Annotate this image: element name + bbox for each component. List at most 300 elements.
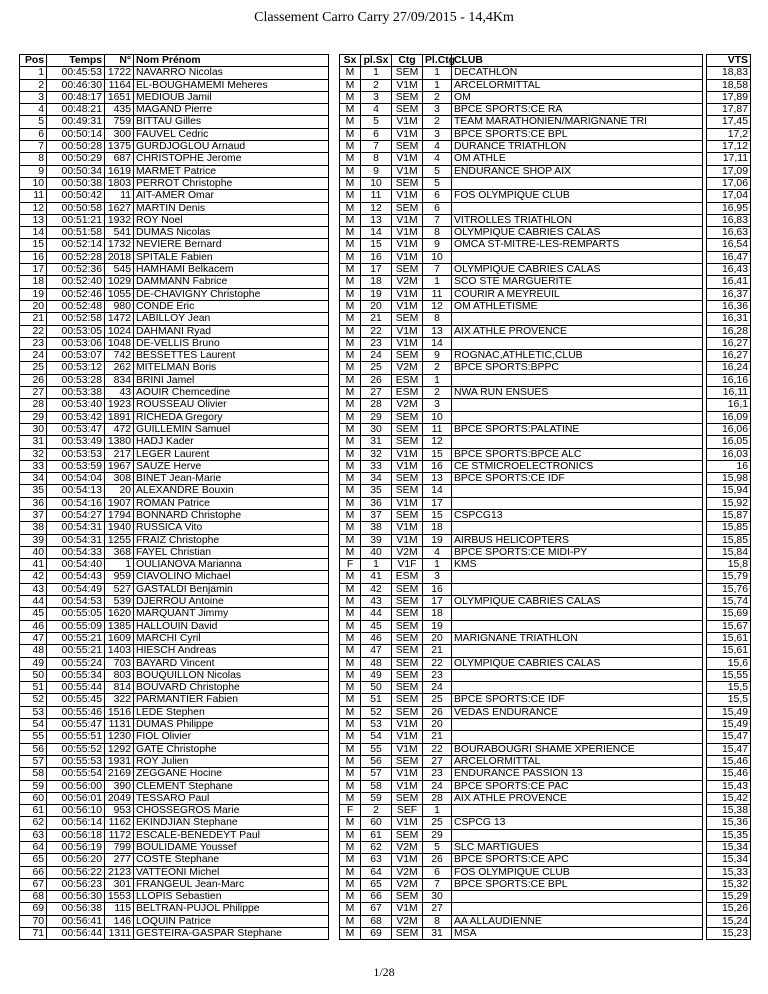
cell-club: CE STMICROELECTRONICS [452, 460, 703, 472]
table-row [20, 632, 329, 644]
cell-vts: 15,55 [707, 669, 751, 681]
cell-ctg: SEM [392, 350, 423, 362]
table-row [20, 325, 329, 337]
page-number: 1/28 [373, 965, 395, 979]
cell-plsx: 8 [361, 153, 392, 165]
cell-club: FOS OLYMPIQUE CLUB [452, 190, 703, 202]
cell-plsx: 55 [361, 743, 392, 755]
table-row [340, 731, 703, 743]
cell-nom: LOQUIN Patrice [134, 915, 329, 927]
table-row [20, 866, 329, 878]
cell-ctg: V1M [392, 128, 423, 140]
table-row [340, 300, 703, 312]
table-row [707, 177, 751, 189]
table-row [20, 436, 329, 448]
cell-vts: 15,87 [707, 509, 751, 521]
table-row [20, 350, 329, 362]
cell-plsx: 53 [361, 719, 392, 731]
cell-temps: 00:55:21 [47, 632, 105, 644]
table-row [707, 719, 751, 731]
cell-sx: M [340, 214, 361, 226]
cell-plsx: 24 [361, 350, 392, 362]
table-row [707, 214, 751, 226]
table-row [340, 854, 703, 866]
cell-sx: M [340, 878, 361, 890]
table-row [707, 682, 751, 694]
cell-sx: M [340, 743, 361, 755]
cell-vts: 16,03 [707, 448, 751, 460]
table-row [20, 79, 329, 91]
cell-nom: AIT-AMER Omar [134, 190, 329, 202]
cell-pos: 50 [20, 669, 47, 681]
cell-plctg: 3 [423, 571, 452, 583]
cell-nom: ESCALE-BENEDEYT Paul [134, 829, 329, 841]
cell-sx: M [340, 842, 361, 854]
cell-num: 1230 [105, 731, 134, 743]
cell-plsx: 21 [361, 313, 392, 325]
cell-vts: 15,42 [707, 792, 751, 804]
cell-sx: M [340, 399, 361, 411]
cell-plsx: 47 [361, 645, 392, 657]
cell-club: ARCELORMITTAL [452, 79, 703, 91]
cell-num: 953 [105, 805, 134, 817]
cell-ctg: SEM [392, 313, 423, 325]
cell-plsx: 20 [361, 300, 392, 312]
cell-plctg: 24 [423, 682, 452, 694]
cell-temps: 00:56:14 [47, 817, 105, 829]
table-row [20, 928, 329, 940]
cell-nom: MARQUANT Jimmy [134, 608, 329, 620]
cell-ctg: V1M [392, 239, 423, 251]
cell-sx: M [340, 251, 361, 263]
cell-pos: 8 [20, 153, 47, 165]
table-row [20, 546, 329, 558]
table-row [340, 436, 703, 448]
table-row [340, 805, 703, 817]
cell-num: 115 [105, 903, 134, 915]
cell-num: 1627 [105, 202, 134, 214]
cell-temps: 00:50:14 [47, 128, 105, 140]
cell-pos: 37 [20, 509, 47, 521]
table-row [340, 706, 703, 718]
table-row [707, 915, 751, 927]
table-row [707, 350, 751, 362]
cell-sx: M [340, 780, 361, 792]
cell-plctg: 27 [423, 903, 452, 915]
cell-vts: 15,84 [707, 546, 751, 558]
cell-temps: 00:49:31 [47, 116, 105, 128]
table-row [707, 768, 751, 780]
cell-vts: 15,24 [707, 915, 751, 927]
cell-num: 1375 [105, 141, 134, 153]
cell-plctg: 4 [423, 153, 452, 165]
table-row [340, 559, 703, 571]
cell-nom: VATTEONI Michel [134, 866, 329, 878]
cell-plctg: 21 [423, 645, 452, 657]
cell-plsx: 32 [361, 448, 392, 460]
cell-pos: 53 [20, 706, 47, 718]
cell-ctg: SEM [392, 620, 423, 632]
cell-vts: 17,89 [707, 91, 751, 103]
table-row [707, 411, 751, 423]
cell-nom: BELTRAN-PUJOL Philippe [134, 903, 329, 915]
cell-ctg: V1M [392, 497, 423, 509]
results-table-speed [706, 54, 751, 940]
cell-plsx: 3 [361, 91, 392, 103]
cell-temps: 00:53:05 [47, 325, 105, 337]
cell-club: MSA [452, 928, 703, 940]
cell-num: 1931 [105, 755, 134, 767]
cell-club: BPCE SPORTS:PALATINE [452, 423, 703, 435]
cell-sx: M [340, 337, 361, 349]
table-row [340, 719, 703, 731]
cell-ctg: V1M [392, 817, 423, 829]
cell-ctg: V1M [392, 854, 423, 866]
cell-num: 1967 [105, 460, 134, 472]
cell-nom: BITTAU Gilles [134, 116, 329, 128]
cell-num: 1923 [105, 399, 134, 411]
table-row [340, 842, 703, 854]
cell-ctg: SEM [392, 657, 423, 669]
cell-num: 1055 [105, 288, 134, 300]
cell-vts: 15,49 [707, 706, 751, 718]
table-row [20, 682, 329, 694]
table-row [707, 460, 751, 472]
table-row [340, 632, 703, 644]
cell-pos: 66 [20, 866, 47, 878]
cell-vts: 15,47 [707, 743, 751, 755]
cell-temps: 00:55:46 [47, 706, 105, 718]
table-row [20, 337, 329, 349]
table-row [20, 239, 329, 251]
table-row [707, 374, 751, 386]
cell-vts: 15,46 [707, 755, 751, 767]
cell-num: 1024 [105, 325, 134, 337]
header-row [20, 55, 329, 67]
cell-plsx: 25 [361, 362, 392, 374]
cell-club: BPCE SPORTS:CE RA [452, 104, 703, 116]
cell-nom: FRAIZ Christophe [134, 534, 329, 546]
cell-plctg: 21 [423, 731, 452, 743]
cell-sx: M [340, 792, 361, 804]
cell-plctg: 6 [423, 202, 452, 214]
table-row [20, 276, 329, 288]
cell-vts: 15,46 [707, 768, 751, 780]
cell-pos: 71 [20, 928, 47, 940]
cell-club [452, 571, 703, 583]
cell-club [452, 669, 703, 681]
cell-sx: M [340, 928, 361, 940]
table-row [707, 546, 751, 558]
cell-plsx: 34 [361, 473, 392, 485]
cell-plsx: 10 [361, 177, 392, 189]
cell-pos: 6 [20, 128, 47, 140]
col-temps-header: Temps [47, 55, 105, 67]
cell-plctg: 23 [423, 669, 452, 681]
cell-pos: 45 [20, 608, 47, 620]
table-row [340, 153, 703, 165]
cell-ctg: SEM [392, 928, 423, 940]
cell-plctg: 26 [423, 706, 452, 718]
cell-num: 308 [105, 473, 134, 485]
cell-num: 1553 [105, 891, 134, 903]
cell-temps: 00:53:40 [47, 399, 105, 411]
cell-temps: 00:54:13 [47, 485, 105, 497]
cell-vts: 16,27 [707, 337, 751, 349]
cell-plsx: 19 [361, 288, 392, 300]
cell-nom: RUSSICA Vito [134, 522, 329, 534]
cell-sx: M [340, 436, 361, 448]
table-row [707, 288, 751, 300]
cell-pos: 59 [20, 780, 47, 792]
cell-plctg: 13 [423, 325, 452, 337]
cell-club: NWA RUN ENSUES [452, 387, 703, 399]
cell-vts: 15,61 [707, 645, 751, 657]
cell-club: SLC MARTIGUES [452, 842, 703, 854]
cell-num: 2049 [105, 792, 134, 804]
cell-plctg: 2 [423, 91, 452, 103]
cell-plctg: 16 [423, 583, 452, 595]
cell-club: CSPCG 13 [452, 817, 703, 829]
cell-plsx: 15 [361, 239, 392, 251]
table-row [707, 891, 751, 903]
cell-sx: M [340, 165, 361, 177]
table-row [707, 645, 751, 657]
cell-pos: 47 [20, 632, 47, 644]
cell-plsx: 30 [361, 423, 392, 435]
table-row [340, 583, 703, 595]
cell-vts: 15,35 [707, 829, 751, 841]
cell-plsx: 23 [361, 337, 392, 349]
cell-pos: 54 [20, 719, 47, 731]
table-row [707, 780, 751, 792]
cell-nom: LEDE Stephen [134, 706, 329, 718]
col-num-header: N° [105, 55, 134, 67]
cell-pos: 48 [20, 645, 47, 657]
cell-sx: M [340, 854, 361, 866]
cell-club [452, 731, 703, 743]
cell-plsx: 17 [361, 264, 392, 276]
cell-plsx: 38 [361, 522, 392, 534]
cell-club: OM ATHLE [452, 153, 703, 165]
cell-nom: DAHMANI Ryad [134, 325, 329, 337]
cell-num: 545 [105, 264, 134, 276]
table-row [340, 239, 703, 251]
cell-vts: 15,6 [707, 657, 751, 669]
table-row [20, 829, 329, 841]
cell-vts: 15,67 [707, 620, 751, 632]
cell-plsx: 14 [361, 227, 392, 239]
cell-temps: 00:51:58 [47, 227, 105, 239]
cell-vts: 16 [707, 460, 751, 472]
cell-club: TEAM MARATHONIEN/MARIGNANE TRI [452, 116, 703, 128]
cell-num: 20 [105, 485, 134, 497]
table-row [20, 128, 329, 140]
table-row [707, 842, 751, 854]
cell-temps: 00:50:34 [47, 165, 105, 177]
cell-num: 300 [105, 128, 134, 140]
cell-nom: MARTIN Denis [134, 202, 329, 214]
cell-plctg: 31 [423, 928, 452, 940]
cell-ctg: SEM [392, 509, 423, 521]
table-row [340, 534, 703, 546]
cell-sx: M [340, 669, 361, 681]
table-row [707, 325, 751, 337]
cell-vts: 17,87 [707, 104, 751, 116]
cell-temps: 00:56:00 [47, 780, 105, 792]
table-row [20, 817, 329, 829]
cell-club: SCO STE MARGUERITE [452, 276, 703, 288]
cell-club: ENDURANCE SHOP AIX [452, 165, 703, 177]
cell-nom: GESTEIRA-GASPAR Stephane [134, 928, 329, 940]
cell-sx: M [340, 350, 361, 362]
cell-club: DECATHLON [452, 67, 703, 79]
cell-club: CSPCG13 [452, 509, 703, 521]
table-row [20, 460, 329, 472]
cell-num: 1722 [105, 67, 134, 79]
table-row [20, 374, 329, 386]
cell-pos: 55 [20, 731, 47, 743]
cell-plctg: 6 [423, 190, 452, 202]
cell-club: BPCE SPORTS:BPCE ALC [452, 448, 703, 460]
cell-sx: M [340, 706, 361, 718]
cell-sx: M [340, 239, 361, 251]
table-row [20, 522, 329, 534]
cell-pos: 10 [20, 177, 47, 189]
cell-nom: NEVIERE Bernard [134, 239, 329, 251]
table-row [707, 190, 751, 202]
cell-plsx: 43 [361, 596, 392, 608]
cell-club: AIRBUS HELICOPTERS [452, 534, 703, 546]
cell-club: ENDURANCE PASSION 13 [452, 768, 703, 780]
cell-pos: 26 [20, 374, 47, 386]
cell-ctg: SEF [392, 805, 423, 817]
cell-ctg: SEM [392, 411, 423, 423]
cell-plsx: 44 [361, 608, 392, 620]
cell-plctg: 1 [423, 276, 452, 288]
cell-ctg: V1M [392, 153, 423, 165]
cell-plsx: 41 [361, 571, 392, 583]
table-row [340, 79, 703, 91]
cell-plsx: 57 [361, 768, 392, 780]
cell-nom: DUMAS Nicolas [134, 227, 329, 239]
cell-club: COURIR A MEYREUIL [452, 288, 703, 300]
cell-vts: 15,33 [707, 866, 751, 878]
cell-plsx: 69 [361, 928, 392, 940]
cell-temps: 00:55:24 [47, 657, 105, 669]
table-row [707, 534, 751, 546]
cell-temps: 00:55:54 [47, 768, 105, 780]
cell-num: 277 [105, 854, 134, 866]
cell-plsx: 1 [361, 67, 392, 79]
cell-club: BPCE SPORTS:CE BPL [452, 878, 703, 890]
cell-vts: 16,11 [707, 387, 751, 399]
cell-plctg: 18 [423, 522, 452, 534]
table-row [20, 190, 329, 202]
table-row [340, 657, 703, 669]
cell-pos: 14 [20, 227, 47, 239]
cell-num: 1651 [105, 91, 134, 103]
cell-ctg: V1M [392, 325, 423, 337]
table-row [707, 104, 751, 116]
cell-num: 1472 [105, 313, 134, 325]
cell-ctg: ESM [392, 387, 423, 399]
cell-plctg: 9 [423, 239, 452, 251]
cell-vts: 16,63 [707, 227, 751, 239]
cell-club [452, 337, 703, 349]
cell-nom: CIAVOLINO Michael [134, 571, 329, 583]
cell-temps: 00:55:21 [47, 645, 105, 657]
cell-plctg: 12 [423, 300, 452, 312]
cell-vts: 15,85 [707, 534, 751, 546]
table-row [20, 596, 329, 608]
cell-temps: 00:54:53 [47, 596, 105, 608]
cell-club: AIX ATHLE PROVENCE [452, 325, 703, 337]
table-row [340, 460, 703, 472]
cell-club [452, 682, 703, 694]
cell-temps: 00:52:36 [47, 264, 105, 276]
cell-ctg: V1M [392, 768, 423, 780]
cell-plctg: 11 [423, 423, 452, 435]
col-club-header: CLUB [452, 55, 703, 67]
cell-club [452, 608, 703, 620]
cell-club: OLYMPIQUE CABRIES CALAS [452, 657, 703, 669]
cell-club: AA ALLAUDIENNE [452, 915, 703, 927]
table-row [707, 202, 751, 214]
cell-plctg: 3 [423, 128, 452, 140]
cell-vts: 16,24 [707, 362, 751, 374]
cell-temps: 00:55:05 [47, 608, 105, 620]
cell-nom: FAYEL Christian [134, 546, 329, 558]
cell-club [452, 436, 703, 448]
cell-plsx: 2 [361, 805, 392, 817]
cell-plsx: 16 [361, 251, 392, 263]
table-row [340, 387, 703, 399]
table-row [20, 780, 329, 792]
cell-ctg: V1M [392, 460, 423, 472]
table-row [340, 325, 703, 337]
cell-pos: 31 [20, 436, 47, 448]
table-row [20, 903, 329, 915]
table-row [707, 251, 751, 263]
cell-temps: 00:52:14 [47, 239, 105, 251]
cell-pos: 1 [20, 67, 47, 79]
cell-plsx: 40 [361, 546, 392, 558]
cell-temps: 00:54:43 [47, 571, 105, 583]
cell-ctg: V1M [392, 165, 423, 177]
cell-ctg: SEM [392, 669, 423, 681]
table-row [20, 448, 329, 460]
cell-sx: M [340, 141, 361, 153]
table-row [20, 387, 329, 399]
cell-sx: M [340, 915, 361, 927]
cell-plsx: 45 [361, 620, 392, 632]
table-row [20, 165, 329, 177]
cell-vts: 15,29 [707, 891, 751, 903]
cell-temps: 00:53:12 [47, 362, 105, 374]
table-row [20, 768, 329, 780]
cell-ctg: V1M [392, 300, 423, 312]
cell-vts: 16,95 [707, 202, 751, 214]
table-row [340, 337, 703, 349]
table-row [340, 878, 703, 890]
table-row [340, 509, 703, 521]
cell-ctg: V1M [392, 288, 423, 300]
cell-plctg: 8 [423, 915, 452, 927]
cell-nom: DJERROU Antoine [134, 596, 329, 608]
col-plctg-header: Pl.Ctg [423, 55, 452, 67]
cell-pos: 2 [20, 79, 47, 91]
